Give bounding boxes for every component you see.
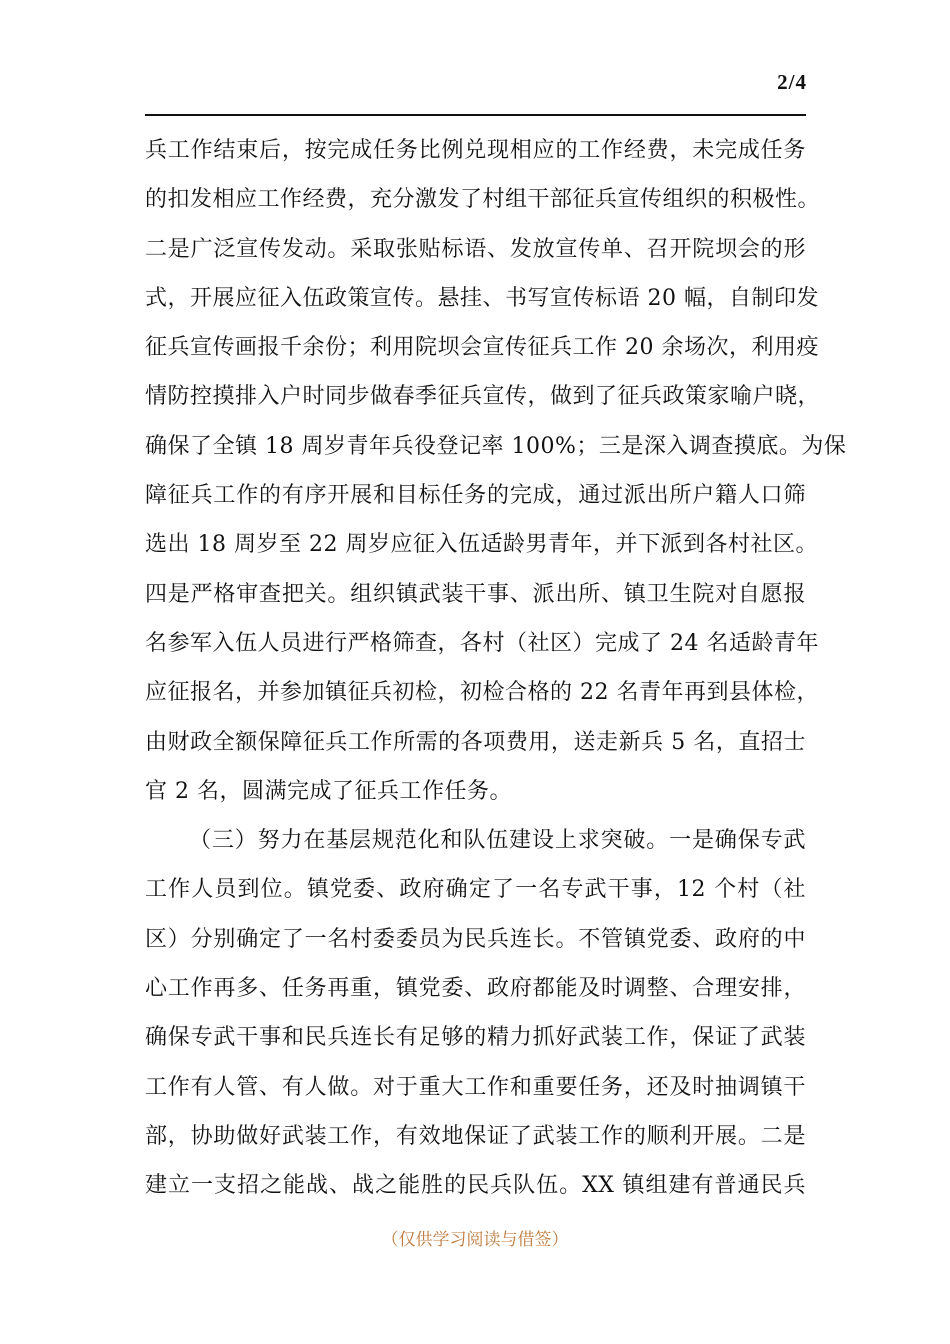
body-line: 四是严格审查把关。组织镇武装干事、派出所、镇卫生院对自愿报	[145, 581, 806, 607]
body-line: 由财政全额保障征兵工作所需的各项费用，送走新兵 5 名，直招士	[145, 729, 806, 755]
body-line: 建立一支招之能战、战之能胜的民兵队伍。XX 镇组建有普通民兵	[145, 1173, 806, 1199]
document-body	[145, 126, 847, 1211]
body-line: 心工作再多、任务再重，镇党委、政府都能及时调整、合理安排，	[145, 976, 806, 1002]
body-line: 的扣发相应工作经费，充分激发了村组干部征兵宣传组织的积极性。	[145, 187, 821, 213]
paragraph-end-line: 官 2 名，圆满完成了征兵工作任务。	[145, 778, 512, 804]
body-line: 工作有人管、有人做。对于重大工作和重要任务，还及时抽调镇干	[145, 1074, 806, 1100]
body-line: 情防控摸排入户时同步做春季征兵宣传，做到了征兵政策家喻户晓，	[145, 384, 821, 410]
header-divider	[145, 114, 806, 116]
body-line: 选出 18 周岁至 22 周岁应征入伍适龄男青年，并下派到各村社区。	[145, 532, 818, 558]
body-line: 兵工作结束后，按完成任务比例兑现相应的工作经费，未完成任务	[145, 138, 806, 163]
body-line: 工作人员到位。镇党委、政府确定了一名专武干事，12 个村（社	[145, 877, 806, 903]
body-line: 区）分别确定了一名村委委员为民兵连长。不管镇党委、政府的中	[145, 926, 806, 952]
footer-disclaimer: （仅供学习阅读与借签）	[381, 1230, 569, 1250]
body-line: 式，开展应征入伍政策宣传。悬挂、书写宣传标语 20 幅，自制印发	[145, 285, 819, 311]
body-line: 应征报名，并参加镇征兵初检，初检合格的 22 名青年再到县体检，	[145, 680, 819, 706]
body-line: 确保了全镇 18 周岁青年兵役登记率 100%；三是深入调查摸底。为保	[145, 433, 847, 459]
page-number: 2/4	[777, 70, 807, 94]
body-line: 部，协助做好武装工作，有效地保证了武装工作的顺利开展。二是	[145, 1123, 806, 1149]
body-line: 二是广泛宣传发动。采取张贴标语、发放宣传单、召开院坝会的形	[145, 236, 806, 262]
body-line: 名参军入伍人员进行严格筛查，各村（社区）完成了 24 名适龄青年	[145, 630, 819, 656]
body-line: 障征兵工作的有序开展和目标任务的完成，通过派出所户籍人口筛	[145, 483, 806, 509]
body-line: 征兵宣传画报千余份；利用院坝会宣传征兵工作 20 余场次，利用疫	[145, 335, 819, 361]
body-line: 确保专武干事和民兵连长有足够的精力抓好武装工作，保证了武装	[145, 1025, 806, 1051]
paragraph-start-line: （三）努力在基层规范化和队伍建设上求突破。一是确保专武	[189, 828, 806, 854]
